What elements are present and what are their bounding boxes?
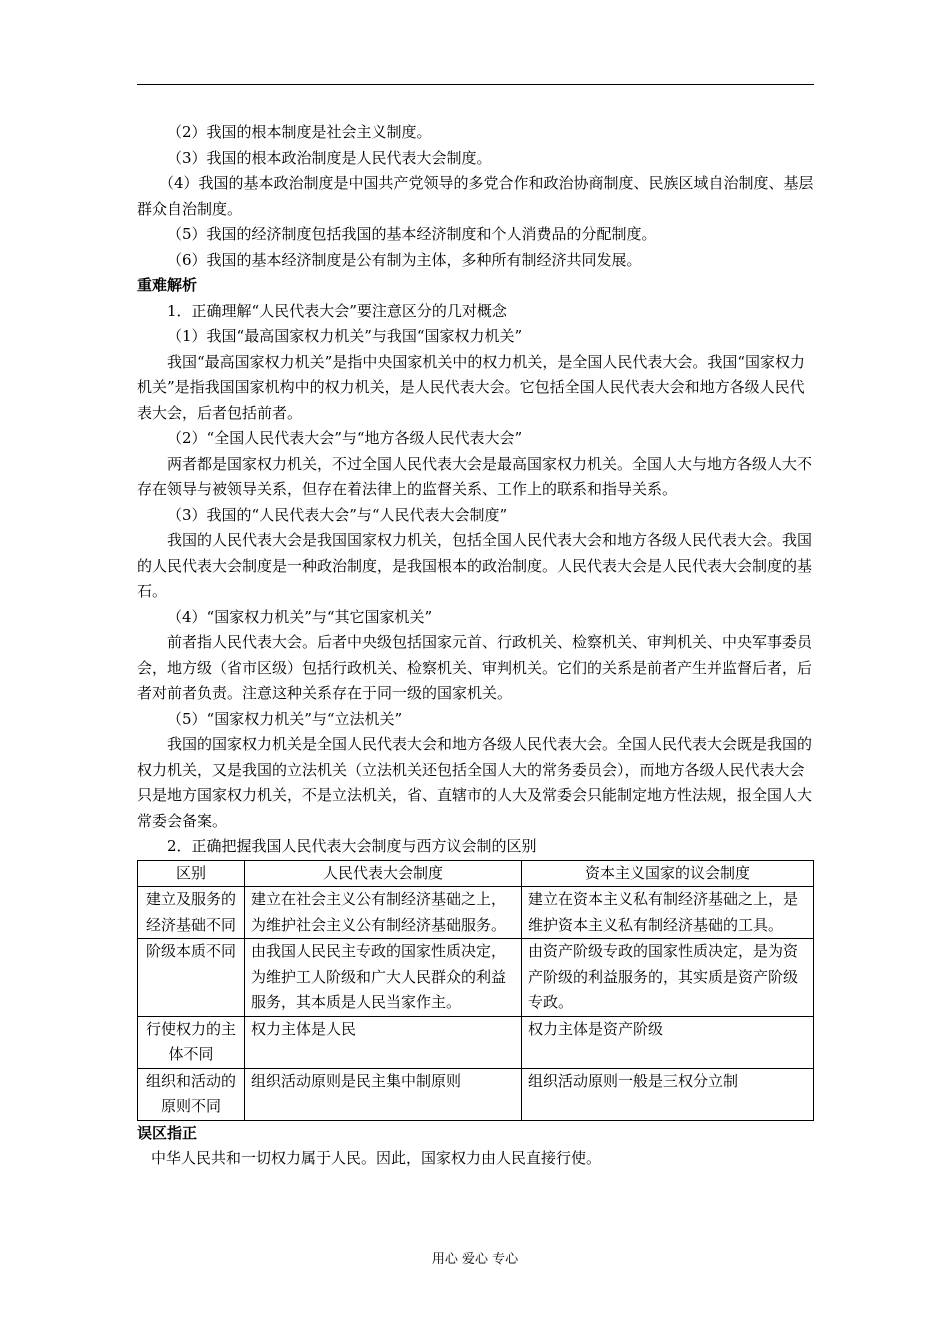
table-cell: 权力主体是人民 xyxy=(245,1016,522,1068)
table-cell: 由资产阶级专政的国家性质决定，是为资产阶级的利益服务的，其实质是资产阶级专政。 xyxy=(522,939,814,1017)
section-heading-misconceptions: 误区指正 xyxy=(137,1123,198,1142)
sub-5-title: （5）“国家权力机关”与“立法机关” xyxy=(167,709,403,728)
sub-1-title: （1）我国“最高国家权力机关”与我国“国家权力机关” xyxy=(167,327,523,345)
sub-3-title: （3）我国的“人民代表大会”与“人民代表大会制度” xyxy=(167,505,508,524)
paragraph-2: （3）我国的根本政治制度是人民代表大会制度。 xyxy=(167,148,492,167)
sub-5-text: 我国的国家权力机关是全国人民代表大会和地方各级人民代表大会。全国人民代表大会既是我国的权力机关，又是我国的立法机关（立法机关还包括全国人大的常务委员会），而地方各级人民代表大会只是地方国家权力机关，不是立法机关，省、直辖市的人大及常委会只能制定地方性法规，报全国人大常委会备案。 xyxy=(137,735,813,830)
paragraph-5: （6）我国的基本经济制度是公有制为主体，多种所有制经济共同发展。 xyxy=(167,250,642,269)
table-header-cell: 人民代表大会制度 xyxy=(245,860,522,887)
sub-4-title: （4）“国家权力机关”与“其它国家机关” xyxy=(167,607,433,626)
table-cell: 组织活动原则一般是三权分立制 xyxy=(522,1068,814,1120)
paragraph-1: （2）我国的根本制度是社会主义制度。 xyxy=(167,123,432,141)
table-header-cell: 区别 xyxy=(138,860,245,887)
item-1-title: 1．正确理解“人民代表大会”要注意区分的几对概念 xyxy=(167,301,507,320)
table-cell: 权力主体是资产阶级 xyxy=(522,1016,814,1068)
table-row xyxy=(138,1016,814,1068)
table-cell: 行使权力的主体不同 xyxy=(138,1016,245,1068)
table-cell: 建立及服务的经济基础不同 xyxy=(138,887,245,939)
table-cell: 建立在社会主义公有制经济基础之上，为维护社会主义公有制经济基础服务。 xyxy=(245,887,522,939)
table-row xyxy=(138,1068,814,1120)
sub-2-text: 两者都是国家权力机关，不过全国人民代表大会是最高国家权力机关。全国人大与地方各级人大不存在领导与被领导关系，但存在着法律上的监督关系、工作上的联系和指导关系。 xyxy=(137,454,813,498)
paragraph-4: （5）我国的经济制度包括我国的基本经济制度和个人消费品的分配制度。 xyxy=(167,225,657,243)
table-cell: 阶级本质不同 xyxy=(138,939,245,1017)
header-rule xyxy=(137,84,814,85)
sub-2-title: （2）“全国人民代表大会”与“地方各级人民代表大会” xyxy=(167,429,523,447)
table-cell: 由我国人民民主专政的国家性质决定，为维护工人阶级和广大人民群众的利益服务，其本质是人民当家作主。 xyxy=(245,939,522,1017)
table-cell: 组织和活动的原则不同 xyxy=(138,1068,245,1120)
sub-4-text: 前者指人民代表大会。后者中央级包括国家元首、行政机关、检察机关、审判机关、中央军事委员会，地方级（省市区级）包括行政机关、检察机关、审判机关。它们的关系是前者产生并监督后者，后者对前者负责。注意这种关系存在于同一级的国家机关。 xyxy=(137,633,813,702)
sub-3-text: 我国的人民代表大会是我国国家权力机关，包括全国人民代表大会和地方各级人民代表大会。我国的人民代表大会制度是一种政治制度，是我国根本的政治制度。人民代表大会是人民代表大会制度的基石。 xyxy=(137,531,813,600)
document-body xyxy=(137,120,814,1172)
page-footer: 用心 爱心 专心 xyxy=(431,1252,519,1267)
sub-1-text: 我国“最高国家权力机关”是指中央国家机关中的权力机关，是全国人民代表大会。我国“国家权力机关”是指我国国家机构中的权力机关，是人民代表大会。它包括全国人民代表大会和地方各级人民代表大会，后者包括前者。 xyxy=(137,352,806,422)
misconception-text: 中华人民共和一切权力属于人民。因此，国家权力由人民直接行使。 xyxy=(151,1149,602,1167)
item-2-title: 2．正确把握我国人民代表大会制度与西方议会制的区别 xyxy=(167,837,537,855)
paragraph-3: （4）我国的基本政治制度是中国共产党领导的多党合作和政治协商制度、民族区域自治制度、基层群众自治制度。 xyxy=(137,174,814,218)
table-header-cell: 资本主义国家的议会制度 xyxy=(522,860,814,887)
table-header-row xyxy=(138,860,814,887)
table-cell: 组织活动原则是民主集中制原则 xyxy=(245,1068,522,1120)
table-row xyxy=(138,887,814,939)
table-cell: 建立在资本主义私有制经济基础之上，是维护资本主义私有制经济基础的工具。 xyxy=(522,887,814,939)
section-heading-key-points: 重难解析 xyxy=(137,276,198,294)
comparison-table xyxy=(137,860,814,1121)
table-row xyxy=(138,939,814,1017)
